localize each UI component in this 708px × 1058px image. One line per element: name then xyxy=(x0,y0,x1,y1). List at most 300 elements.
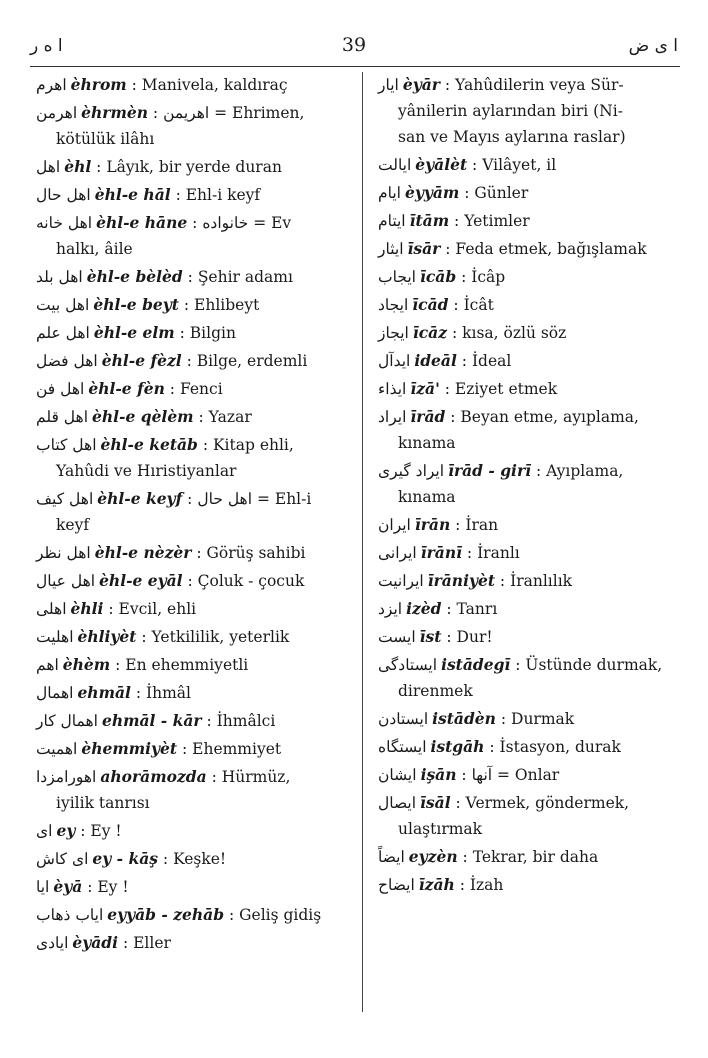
entry-arabic: اهل فن xyxy=(36,380,85,398)
entry-definition: Bilge, erdemli xyxy=(196,352,308,370)
page-number: 39 xyxy=(341,34,367,56)
dictionary-entry xyxy=(36,154,352,180)
entry-transliteration: īsāl xyxy=(420,793,451,812)
entry-transliteration: īzāh xyxy=(418,875,455,894)
dictionary-entry xyxy=(378,348,678,374)
column-divider xyxy=(362,72,363,1012)
entry-continuation: direnmek xyxy=(398,682,473,700)
dictionary-entry xyxy=(378,844,678,870)
dictionary-entry xyxy=(378,208,678,234)
entry-headline xyxy=(36,818,352,844)
entry-transliteration: èhl-e qèlèm xyxy=(92,407,194,426)
entry-definition: Ey ! xyxy=(90,822,122,840)
entry-colon: : xyxy=(206,768,222,786)
entry-definition: آنها = Onlar xyxy=(471,766,560,784)
entry-arabic: ایراد گیری xyxy=(378,462,445,480)
entry-headline xyxy=(36,210,352,236)
dictionary-entry xyxy=(36,652,352,678)
entry-transliteration: īcāb xyxy=(419,267,457,286)
entry-headline xyxy=(378,348,678,374)
dictionary-entry xyxy=(378,706,678,732)
entry-headline xyxy=(378,512,678,538)
dictionary-entry xyxy=(378,152,678,178)
entry-arabic: اهمال کار xyxy=(36,712,98,730)
entry-arabic: اهل علم xyxy=(36,324,90,342)
entry-definition: İranlılık xyxy=(510,572,573,590)
entry-colon: : xyxy=(147,104,164,122)
entry-definition: İdeal xyxy=(471,352,512,370)
entry-colon: : xyxy=(447,324,463,342)
dictionary-entry xyxy=(378,762,678,788)
entry-definition: خانواده = Ev xyxy=(202,214,292,232)
header-rule xyxy=(30,66,680,67)
entry-definition: Manivela, kaldıraç xyxy=(141,76,288,94)
entry-headline xyxy=(378,706,678,732)
entry-definition: Ayıplama, xyxy=(546,462,624,480)
entry-transliteration: ehmāl - kār xyxy=(101,711,202,730)
entry-transliteration: èhl-e ketāb xyxy=(100,435,198,454)
entry-headline xyxy=(378,236,678,262)
entry-definition: İcâp xyxy=(471,268,506,286)
entry-definition: Beyan etme, ayıplama, xyxy=(460,408,639,426)
entry-colon: : xyxy=(495,572,511,590)
entry-arabic: ایراد xyxy=(378,408,407,426)
entry-colon: : xyxy=(461,544,478,562)
dictionary-entry xyxy=(378,790,678,842)
entry-arabic: اهل خانه xyxy=(36,214,93,232)
entry-transliteration: eyzèn xyxy=(408,847,458,866)
entry-headline xyxy=(36,100,352,126)
dictionary-entry xyxy=(36,210,352,262)
entry-definition: Ehl-i keyf xyxy=(185,186,261,204)
entry-colon: : xyxy=(439,380,455,398)
entry-definition: İcât xyxy=(463,296,494,314)
entry-definition: İranlı xyxy=(477,544,520,562)
entry-definition: kısa, özlü söz xyxy=(462,324,567,342)
entry-headline xyxy=(36,376,352,402)
entry-arabic: ایام xyxy=(378,184,401,202)
dictionary-entry xyxy=(378,652,678,704)
entry-headline xyxy=(36,902,352,928)
entry-transliteration: èhl-e hāl xyxy=(94,185,171,204)
entry-colon: : xyxy=(495,710,512,728)
entry-transliteration: ehmāl xyxy=(77,683,131,702)
entry-transliteration: èhèm xyxy=(62,655,111,674)
dictionary-entry xyxy=(36,182,352,208)
entry-colon: : xyxy=(440,240,456,258)
entry-transliteration: īrād - girī xyxy=(448,461,532,480)
entry-arabic: اهل بلد xyxy=(36,268,83,286)
entry-transliteration: eyyāb - zehāb xyxy=(107,905,225,924)
entry-arabic: اهل xyxy=(36,158,61,176)
entry-arabic: اهل بیت xyxy=(36,296,90,314)
entry-definition: Bilgin xyxy=(189,324,236,342)
entry-transliteration: īcād xyxy=(412,295,449,314)
entry-transliteration: èhl-e fèn xyxy=(88,379,165,398)
dictionary-entry xyxy=(378,180,678,206)
entry-headline xyxy=(36,764,352,790)
header-left-letters: ا ه ر xyxy=(30,36,63,56)
page-header xyxy=(30,34,678,62)
entry-definition: Eller xyxy=(133,934,171,952)
entry-transliteration: īrād xyxy=(410,407,446,426)
entry-arabic: اهورامزدا xyxy=(36,768,97,786)
entry-continuation: ulaştırmak xyxy=(398,820,483,838)
entry-definition: Geliş gidiş xyxy=(239,906,322,924)
entry-transliteration: èyā xyxy=(53,877,83,896)
entry-definition: Görüş sahibi xyxy=(206,544,306,562)
entry-arabic: ای کاش xyxy=(36,850,89,868)
entry-headline xyxy=(36,264,352,290)
entry-colon: : xyxy=(174,324,190,342)
entry-headline xyxy=(36,540,352,566)
entry-transliteration: īrānī xyxy=(420,543,462,562)
dictionary-entry xyxy=(378,540,678,566)
entry-arabic: ایست xyxy=(378,628,416,646)
entry-headline xyxy=(378,208,678,234)
entry-definition: İstasyon, durak xyxy=(499,738,621,756)
entry-arabic: ایدآل xyxy=(378,352,411,370)
entry-transliteration: istādèn xyxy=(432,709,496,728)
entry-colon: : xyxy=(456,268,472,286)
entry-headline xyxy=(378,844,678,870)
entry-headline xyxy=(36,432,352,458)
entry-headline xyxy=(36,846,352,872)
entry-headline xyxy=(378,652,678,678)
dictionary-entry xyxy=(36,930,352,956)
entry-transliteration: èyālèt xyxy=(415,155,468,174)
entry-transliteration: èhrmèn xyxy=(81,103,148,122)
entry-transliteration: èhl-e elm xyxy=(93,323,175,342)
dictionary-entry xyxy=(378,872,678,898)
entry-headline xyxy=(36,624,352,650)
entry-arabic: ای xyxy=(36,822,53,840)
entry-definition: Yazar xyxy=(208,408,252,426)
entry-headline xyxy=(36,736,352,762)
entry-definition: Dur! xyxy=(456,628,493,646)
entry-colon: : xyxy=(118,934,134,952)
entry-headline xyxy=(36,680,352,706)
entry-arabic: ایثار xyxy=(378,240,404,258)
entry-colon: : xyxy=(439,76,455,94)
entry-colon: : xyxy=(445,408,461,426)
entry-arabic: اهمیت xyxy=(36,740,78,758)
entry-definition: اهریمن = Ehrimen, xyxy=(163,104,305,122)
entry-continuation: kınama xyxy=(398,488,456,506)
entry-arabic: ایذاء xyxy=(378,380,407,398)
entry-definition: Lâyık, bir yerde duran xyxy=(106,158,282,176)
entry-definition: Çoluk - çocuk xyxy=(197,572,305,590)
entry-colon: : xyxy=(182,268,198,286)
entry-arabic: ایستادگی xyxy=(378,656,438,674)
entry-headline xyxy=(36,154,352,180)
entry-arabic: اهلی xyxy=(36,600,67,618)
entry-arabic: اهل حال xyxy=(36,186,91,204)
entry-definition: اهل حال = Ehl-i xyxy=(197,490,312,508)
entry-arabic: اهل کتاب xyxy=(36,436,97,454)
dictionary-entry xyxy=(378,624,678,650)
entry-transliteration: èyyām xyxy=(404,183,460,202)
entry-continuation: halkı, âile xyxy=(56,240,133,258)
dictionary-entry xyxy=(36,320,352,346)
entry-colon: : xyxy=(449,212,465,230)
entry-colon: : xyxy=(457,848,473,866)
entry-headline xyxy=(378,292,678,318)
dictionary-entry xyxy=(36,764,352,816)
entry-colon: : xyxy=(178,296,195,314)
entry-headline xyxy=(36,930,352,956)
entry-transliteration: īst xyxy=(419,627,442,646)
dictionary-entry xyxy=(378,376,678,402)
entry-arabic: اهل نظر xyxy=(36,544,91,562)
entry-headline xyxy=(36,348,352,374)
entry-headline xyxy=(378,152,678,178)
entry-headline xyxy=(378,320,678,346)
entry-transliteration: èyār xyxy=(402,75,440,94)
entry-headline xyxy=(36,596,352,622)
entry-colon: : xyxy=(193,408,209,426)
left-column xyxy=(36,72,352,958)
entry-colon: : xyxy=(459,184,475,202)
entry-colon: : xyxy=(450,794,466,812)
entry-headline xyxy=(36,182,352,208)
entry-headline xyxy=(378,180,678,206)
dictionary-entry xyxy=(36,818,352,844)
dictionary-entry xyxy=(378,72,678,150)
entry-headline xyxy=(378,790,678,816)
entry-headline xyxy=(378,264,678,290)
entry-definition: Ehlibeyt xyxy=(194,296,260,314)
entry-colon: : xyxy=(456,766,472,784)
entry-colon: : xyxy=(82,878,98,896)
entry-headline xyxy=(36,72,352,98)
entry-definition: Vermek, göndermek, xyxy=(465,794,630,812)
entry-arabic: اهل قلم xyxy=(36,408,89,426)
entry-colon: : xyxy=(187,214,203,232)
entry-transliteration: èhliyèt xyxy=(77,627,137,646)
entry-colon: : xyxy=(201,712,217,730)
entry-definition: Hürmüz, xyxy=(221,768,291,786)
entry-transliteration: īsār xyxy=(407,239,441,258)
entry-colon: : xyxy=(450,516,466,534)
dictionary-entry xyxy=(378,236,678,262)
entry-transliteration: èhl-e bèlèd xyxy=(86,267,183,286)
entry-arabic: اهرمن xyxy=(36,104,78,122)
entry-arabic: ایادی xyxy=(36,934,69,952)
entry-arabic: ایجاز xyxy=(378,324,409,342)
entry-transliteration: èhl-e keyf xyxy=(97,489,183,508)
entry-colon: : xyxy=(126,76,142,94)
entry-transliteration: èhl-e hāne xyxy=(96,213,188,232)
entry-headline xyxy=(36,404,352,430)
entry-definition: Eziyet etmek xyxy=(454,380,558,398)
dictionary-entry xyxy=(36,874,352,900)
entry-definition: İran xyxy=(465,516,499,534)
entry-colon: : xyxy=(224,906,240,924)
entry-colon: : xyxy=(103,600,119,618)
entry-transliteration: ahorāmozda xyxy=(100,767,207,786)
entry-colon: : xyxy=(177,740,193,758)
entry-arabic: ایاب ذهاب xyxy=(36,906,104,924)
entry-colon: : xyxy=(164,380,180,398)
entry-headline xyxy=(378,404,678,430)
entry-continuation: yânilerin aylarından biri (Ni- xyxy=(398,102,623,120)
entry-definition: Günler xyxy=(474,184,529,202)
dictionary-entry xyxy=(36,624,352,650)
entry-transliteration: èhemmiyèt xyxy=(81,739,178,758)
dictionary-entry xyxy=(378,512,678,538)
entry-headline xyxy=(378,596,678,622)
entry-transliteration: istgāh xyxy=(430,737,485,756)
entry-headline xyxy=(36,486,352,512)
entry-transliteration: izèd xyxy=(406,599,442,618)
entry-headline xyxy=(378,872,678,898)
entry-arabic: ایستگاه xyxy=(378,738,427,756)
dictionary-entry xyxy=(378,292,678,318)
entry-transliteration: èhli xyxy=(70,599,104,618)
entry-continuation: kınama xyxy=(398,434,456,452)
entry-transliteration: īrāniyèt xyxy=(427,571,495,590)
entry-transliteration: èhl-e nèzèr xyxy=(94,543,192,562)
entry-headline xyxy=(378,568,678,594)
entry-arabic: ایار xyxy=(378,76,399,94)
entry-arabic: ایستادن xyxy=(378,710,429,728)
entry-arabic: ایجاد xyxy=(378,296,409,314)
entry-definition: Ehemmiyet xyxy=(192,740,282,758)
entry-continuation: kötülük ilâhı xyxy=(56,130,155,148)
entry-colon: : xyxy=(510,656,526,674)
entry-headline xyxy=(36,320,352,346)
entry-arabic: ایزد xyxy=(378,600,403,618)
dictionary-entry xyxy=(36,568,352,594)
entry-headline xyxy=(36,568,352,594)
entry-headline xyxy=(378,624,678,650)
entry-colon: : xyxy=(531,462,547,480)
dictionary-entry xyxy=(36,376,352,402)
entry-definition: İhmâlci xyxy=(216,712,276,730)
entry-definition: Vilâyet, il xyxy=(482,156,557,174)
entry-colon: : xyxy=(182,572,198,590)
entry-colon: : xyxy=(136,628,152,646)
entry-definition: Şehir adamı xyxy=(197,268,293,286)
entry-colon: : xyxy=(456,352,472,370)
entry-arabic: اهرم xyxy=(36,76,67,94)
entry-arabic: ایضاً xyxy=(378,848,405,866)
entry-definition: Ey ! xyxy=(97,878,129,896)
dictionary-entry xyxy=(36,736,352,762)
dictionary-entry xyxy=(378,458,678,510)
dictionary-entry xyxy=(36,540,352,566)
entry-headline xyxy=(36,652,352,678)
entry-colon: : xyxy=(91,158,107,176)
entry-headline xyxy=(378,734,678,760)
entry-transliteration: ītām xyxy=(409,211,450,230)
entry-colon: : xyxy=(191,544,207,562)
entry-colon: : xyxy=(448,296,464,314)
entry-arabic: اهل فضل xyxy=(36,352,98,370)
entry-arabic: اهل عیال xyxy=(36,572,96,590)
entry-arabic: ایالت xyxy=(378,156,412,174)
entry-definition: En ehemmiyetli xyxy=(125,656,249,674)
right-column xyxy=(378,72,678,900)
entry-definition: Kitap ehli, xyxy=(212,436,294,454)
entry-headline xyxy=(378,376,678,402)
entry-transliteration: èyādi xyxy=(72,933,119,952)
dictionary-entry xyxy=(36,292,352,318)
dictionary-entry xyxy=(378,264,678,290)
entry-arabic: ایضاح xyxy=(378,876,415,894)
entry-definition: Yetimler xyxy=(464,212,530,230)
entry-definition: Tanrı xyxy=(456,600,498,618)
entry-colon: : xyxy=(110,656,126,674)
header-right-letters: ا ی ض xyxy=(628,36,678,56)
dictionary-entry xyxy=(36,596,352,622)
entry-continuation: keyf xyxy=(56,516,90,534)
entry-definition: Evcil, ehli xyxy=(118,600,197,618)
dictionary-entry xyxy=(36,708,352,734)
dictionary-entry xyxy=(36,264,352,290)
entry-definition: Yetkililik, yeterlik xyxy=(151,628,290,646)
entry-definition: Keşke! xyxy=(173,850,227,868)
entry-transliteration: èhl-e beyt xyxy=(93,295,179,314)
entry-transliteration: èhl xyxy=(64,157,92,176)
entry-continuation: san ve Mayıs aylarına raslar) xyxy=(398,128,626,146)
entry-transliteration: èhrom xyxy=(70,75,127,94)
entry-colon: : xyxy=(158,850,174,868)
entry-arabic: ایصال xyxy=(378,794,417,812)
entry-headline xyxy=(378,458,678,484)
dictionary-entry xyxy=(36,486,352,538)
entry-colon: : xyxy=(441,628,457,646)
entry-headline xyxy=(36,292,352,318)
entry-headline xyxy=(378,540,678,566)
entry-transliteration: īrān xyxy=(414,515,451,534)
entry-colon: : xyxy=(484,738,500,756)
entry-transliteration: èhl-e fèzl xyxy=(101,351,182,370)
entry-transliteration: ideāl xyxy=(414,351,457,370)
entry-transliteration: èhl-e eyāl xyxy=(99,571,183,590)
dictionary-entry xyxy=(36,348,352,374)
entry-definition: Üstünde durmak, xyxy=(525,656,663,674)
entry-arabic: ایا xyxy=(36,878,50,896)
entry-headline xyxy=(36,874,352,900)
entry-colon: : xyxy=(441,600,457,618)
entry-colon: : xyxy=(197,436,213,454)
dictionary-entry xyxy=(36,680,352,706)
dictionary-entry xyxy=(378,596,678,622)
dictionary-entry xyxy=(378,568,678,594)
dictionary-entry xyxy=(36,72,352,98)
entry-definition: Yahûdilerin veya Sür- xyxy=(454,76,624,94)
entry-arabic: ایرانیت xyxy=(378,572,424,590)
entry-arabic: اهل کیف xyxy=(36,490,94,508)
entry-continuation: Yahûdi ve Hıristiyanlar xyxy=(56,462,237,480)
entry-colon: : xyxy=(130,684,146,702)
entry-definition: İzah xyxy=(469,876,504,894)
entry-definition: Tekrar, bir daha xyxy=(472,848,599,866)
entry-definition: Fenci xyxy=(179,380,223,398)
entry-colon: : xyxy=(182,490,198,508)
entry-definition: Feda etmek, bağışlamak xyxy=(455,240,647,258)
entry-arabic: اهمال xyxy=(36,684,74,702)
entry-arabic: اهم xyxy=(36,656,59,674)
dictionary-entry xyxy=(36,432,352,484)
entry-arabic: ایران xyxy=(378,516,411,534)
dictionary-entry xyxy=(378,404,678,456)
entry-colon: : xyxy=(181,352,197,370)
entry-arabic: ایرانی xyxy=(378,544,417,562)
entry-colon: : xyxy=(170,186,186,204)
